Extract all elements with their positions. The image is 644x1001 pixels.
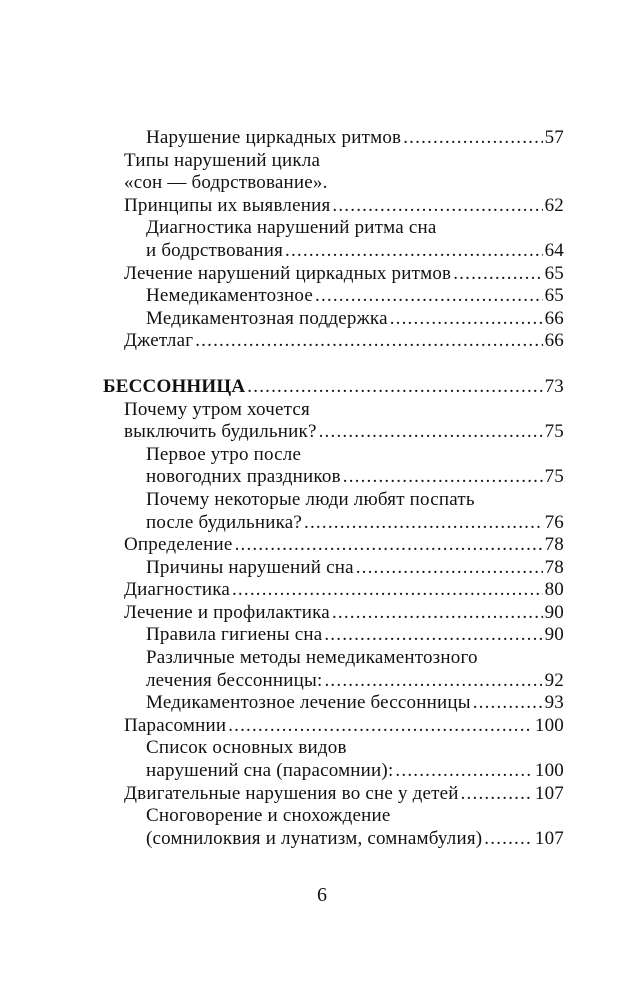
- toc-entry-title: Медикаментозная поддержка: [146, 307, 388, 329]
- dot-leader: [461, 783, 533, 806]
- toc-entry-line: «сон — бодрствование».: [124, 172, 328, 194]
- toc-entry: [124, 692, 564, 715]
- toc-entry: [124, 489, 564, 534]
- dot-leader: [395, 760, 532, 783]
- dot-leader: [473, 692, 543, 715]
- dot-leader: [304, 512, 543, 535]
- dot-leader: [453, 263, 542, 286]
- toc-entry-title: нарушений сна (парасомнии):: [146, 760, 394, 782]
- toc-entry: [124, 805, 564, 850]
- dot-leader: [235, 534, 543, 557]
- toc-entry-line: Различные методы немедикаментозного: [146, 647, 478, 669]
- toc-entry: [124, 127, 564, 150]
- toc-entry: [124, 579, 564, 602]
- toc-entry-page: 90: [544, 601, 564, 623]
- toc-entry-title: Определение: [124, 534, 233, 556]
- dot-leader: [319, 421, 543, 444]
- toc-entry-title: Немедикаментозное: [146, 285, 313, 307]
- dot-leader: [356, 557, 543, 580]
- dot-leader: [484, 828, 533, 851]
- toc-entry-title: Джетлаг: [124, 330, 194, 352]
- dot-leader: [403, 127, 542, 150]
- toc-entry-page: 73: [544, 375, 564, 397]
- dot-leader: [324, 624, 542, 647]
- toc-entry: [124, 150, 564, 218]
- toc-entry-line: Типы нарушений цикла: [124, 149, 321, 171]
- toc-entry-title: Лечение и профилактика: [124, 601, 330, 623]
- toc-entry-line: Диагностика нарушений ритма сна: [146, 217, 437, 239]
- dot-leader: [315, 285, 543, 308]
- toc-entry-title: БЕССОННИЦА: [103, 375, 246, 397]
- toc-entry: [124, 557, 564, 580]
- toc-entry-page: 66: [544, 307, 564, 329]
- toc-entry-page: 66: [544, 330, 564, 352]
- toc-entry: [124, 330, 564, 353]
- toc-entry-page: 90: [544, 624, 564, 646]
- toc-entry: [124, 399, 564, 444]
- toc-entry-title: выключить будильник?: [124, 421, 317, 443]
- toc-entry-line: Почему утром хочется: [124, 398, 310, 420]
- toc-entry-page: 100: [534, 714, 564, 736]
- toc-entry-title: Медикаментозное лечение бессонницы: [146, 692, 471, 714]
- toc-entry: [124, 783, 564, 806]
- page-number: 6: [317, 884, 327, 906]
- toc-entry-page: 92: [544, 669, 564, 691]
- toc-entry-title: Лечение нарушений циркадных ритмов: [124, 262, 452, 284]
- dot-leader: [232, 579, 543, 602]
- toc-entry-title: Диагностика: [124, 579, 230, 601]
- toc-entry-page: 75: [544, 466, 564, 488]
- toc-entry-title: Двигательные нарушения во сне у детей: [124, 782, 459, 804]
- toc-entry: [124, 534, 564, 557]
- toc-entry-page: 75: [544, 421, 564, 443]
- toc-entry-title: Причины нарушений сна: [146, 556, 354, 578]
- toc-entry: [124, 715, 564, 738]
- toc-entry-page: 107: [534, 782, 564, 804]
- toc-entry-title: Принципы их выявления: [124, 194, 331, 216]
- toc-entry-title: (сомнилоквия и лунатизм, сомнамбулия): [146, 827, 483, 849]
- toc-entry: [124, 285, 564, 308]
- dot-leader: [247, 376, 542, 399]
- toc-entry-page: 78: [544, 534, 564, 556]
- toc-entry-page: 64: [544, 239, 564, 261]
- toc-entry: [124, 624, 564, 647]
- dot-leader: [285, 240, 543, 263]
- toc-entry-title: Правила гигиены сна: [146, 624, 323, 646]
- toc-entry-title: новогодних праздников: [146, 466, 341, 488]
- dot-leader: [195, 330, 542, 353]
- dot-leader: [390, 308, 543, 331]
- toc-entry-title: Парасомнии: [124, 714, 227, 736]
- toc-entry-page: 80: [544, 579, 564, 601]
- dot-leader: [343, 466, 543, 489]
- dot-leader: [332, 602, 543, 625]
- table-of-contents: [103, 127, 564, 850]
- toc-entry-page: 78: [544, 556, 564, 578]
- toc-entry-page: 62: [544, 194, 564, 216]
- dot-leader: [228, 715, 533, 738]
- toc-entry-title: после будильника?: [146, 511, 303, 533]
- toc-entry: [124, 737, 564, 782]
- toc-entry: [124, 444, 564, 489]
- toc-entry-page: 93: [544, 692, 564, 714]
- toc-entry-page: 100: [534, 760, 564, 782]
- dot-leader: [324, 670, 542, 693]
- toc-entry-line: Почему некоторые люди любят поспать: [146, 488, 475, 510]
- toc-entry-page: 65: [544, 285, 564, 307]
- toc-entry: [124, 647, 564, 692]
- toc-entry: [124, 308, 564, 331]
- toc-entry-page: 76: [544, 511, 564, 533]
- toc-entry-line: Первое утро после: [146, 443, 302, 465]
- toc-entry-title: и бодрствования: [146, 239, 284, 261]
- toc-entry: [124, 217, 564, 262]
- toc-entry-title: лечения бессонницы:: [146, 669, 323, 691]
- toc-entry-page: 107: [534, 827, 564, 849]
- toc-entry-page: 57: [544, 127, 564, 148]
- toc-entry: [124, 602, 564, 625]
- toc-chapter-heading: [103, 376, 564, 399]
- toc-entry: [124, 263, 564, 286]
- toc-entry-line: Сноговорение и снохождение: [146, 805, 391, 827]
- dot-leader: [332, 195, 542, 218]
- toc-entry-page: 65: [544, 262, 564, 284]
- toc-entry-line: Список основных видов: [146, 737, 347, 759]
- toc-entry-title: Нарушение циркадных ритмов: [146, 127, 402, 148]
